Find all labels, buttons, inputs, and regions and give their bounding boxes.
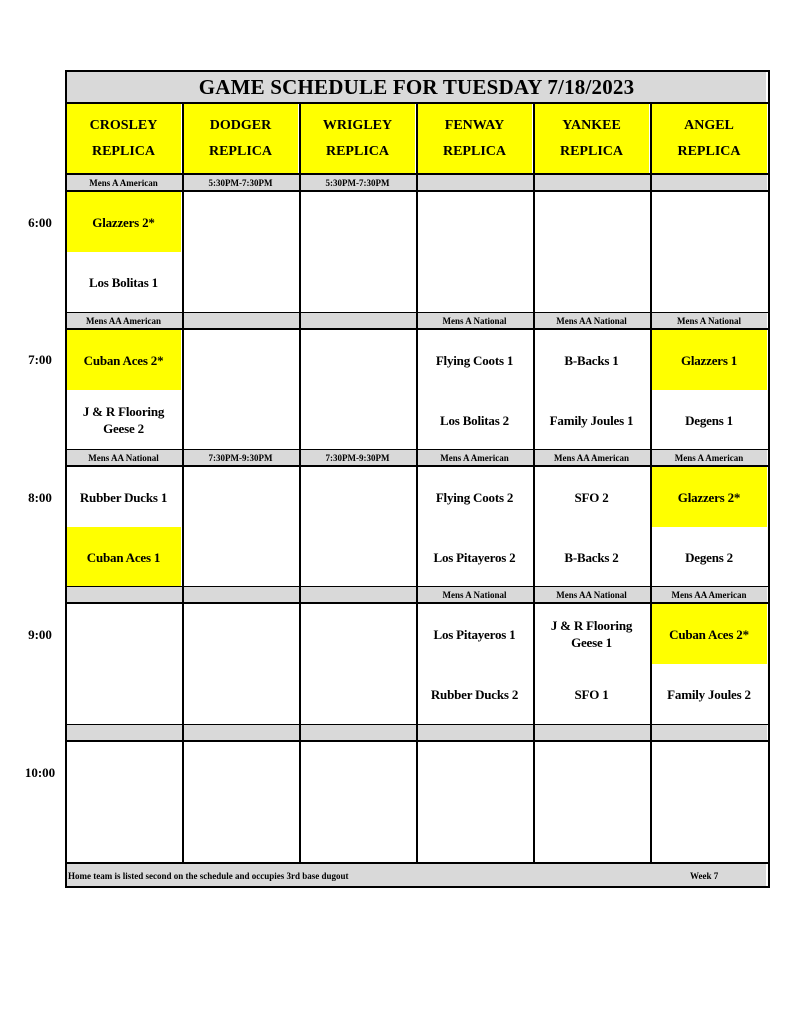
division-label: 5:30PM-7:30PM (208, 178, 273, 188)
venue-header-yankee (533, 104, 650, 173)
division-label (299, 725, 416, 741)
grid-line (65, 886, 770, 888)
division-label (533, 725, 650, 741)
venue-header-angel (650, 104, 768, 173)
time-label: 7:00 (28, 352, 52, 367)
grid-line (650, 102, 652, 862)
time-label: 6:00 (28, 215, 52, 230)
game-team: Los Bolitas 1 (89, 274, 158, 290)
game-team: Los Pitayeros 1 (433, 626, 516, 642)
game-team: J & R Flooring Geese 2 (82, 404, 165, 436)
division-label (65, 725, 182, 741)
game-team: Rubber Ducks 2 (430, 686, 519, 702)
division-label: Mens AA American (671, 590, 747, 600)
division-label (650, 725, 768, 741)
division-label (416, 725, 533, 741)
venue-type: REPLICA (442, 143, 506, 159)
division-label (182, 725, 299, 741)
division-label: Mens AA National (88, 453, 159, 463)
game-team: Glazzers 1 (680, 352, 738, 368)
venue-type: REPLICA (559, 143, 623, 159)
game-team: Rubber Ducks 1 (79, 489, 168, 505)
division-label: Mens AA American (554, 453, 629, 463)
grid-line (416, 102, 418, 862)
division-label (299, 587, 416, 603)
grid-line (182, 102, 184, 862)
division-label (182, 587, 299, 603)
division-label: 5:30PM-7:30PM (325, 178, 390, 188)
venue-name: CROSLEY (89, 117, 158, 133)
division-label (533, 175, 650, 191)
division-label: Mens A American (440, 453, 509, 463)
venue-name: YANKEE (562, 117, 621, 133)
venue-name: DODGER (209, 117, 272, 133)
game-team: Cuban Aces 1 (86, 549, 161, 565)
division-label: Mens AA American (86, 316, 161, 326)
division-label: 7:30PM-9:30PM (325, 453, 390, 463)
division-label: Mens A American (89, 178, 158, 188)
footer-note: Home team is listed second on the schedule and occupies 3rd base dugout (68, 871, 349, 881)
time-label: 8:00 (28, 490, 52, 505)
game-team: Los Pitayeros 2 (433, 549, 516, 565)
division-label (650, 175, 768, 191)
game-team: Family Joules 1 (549, 412, 634, 428)
game-team: SFO 2 (574, 489, 609, 505)
game-team: Glazzers 2* (92, 214, 155, 230)
page-title: GAME SCHEDULE FOR TUESDAY 7/18/2023 (198, 74, 635, 99)
game-team: SFO 1 (574, 686, 609, 702)
division-label: 7:30PM-9:30PM (208, 453, 273, 463)
time-label: 9:00 (28, 627, 52, 642)
grid-line (65, 70, 770, 72)
game-team: Cuban Aces 2* (83, 352, 164, 368)
grid-line (65, 862, 770, 864)
grid-line (299, 102, 301, 862)
venue-header-dodger (182, 104, 299, 173)
game-team: Flying Coots 2 (435, 489, 514, 505)
game-team: Cuban Aces 2* (669, 626, 749, 642)
division-label: Mens AA National (556, 590, 627, 600)
venue-header-crosley (65, 104, 182, 173)
time-label: 10:00 (24, 765, 56, 780)
game-team: J & R Flooring Geese 1 (550, 618, 633, 650)
grid-line (768, 70, 770, 888)
venue-type: REPLICA (91, 143, 155, 159)
grid-line (65, 70, 67, 888)
division-label: Mens AA National (556, 316, 627, 326)
game-team: Glazzers 2* (677, 489, 741, 505)
venue-type: REPLICA (325, 143, 389, 159)
game-team: Los Bolitas 2 (440, 412, 509, 428)
game-team: Degens 1 (685, 412, 733, 428)
venue-name: FENWAY (444, 117, 505, 133)
division-label: Mens A National (442, 316, 507, 326)
division-label (416, 175, 533, 191)
game-team: B-Backs 1 (564, 352, 619, 368)
division-label: Mens A National (676, 316, 741, 326)
game-team: Degens 2 (685, 549, 733, 565)
venue-type: REPLICA (208, 143, 272, 159)
game-team: Flying Coots 1 (435, 352, 514, 368)
division-label (65, 587, 182, 603)
division-label: Mens A National (442, 590, 507, 600)
division-label (299, 313, 416, 329)
division-label (182, 313, 299, 329)
venue-name: WRIGLEY (322, 117, 393, 133)
venue-header-fenway (416, 104, 533, 173)
venue-type: REPLICA (677, 143, 741, 159)
week-label: Week 7 (690, 871, 719, 881)
venue-name: ANGEL (684, 117, 734, 133)
division-label: Mens A American (674, 453, 744, 463)
venue-header-wrigley (299, 104, 416, 173)
game-team: Family Joules 2 (667, 686, 751, 702)
grid-line (533, 102, 535, 862)
game-team: B-Backs 2 (564, 549, 619, 565)
